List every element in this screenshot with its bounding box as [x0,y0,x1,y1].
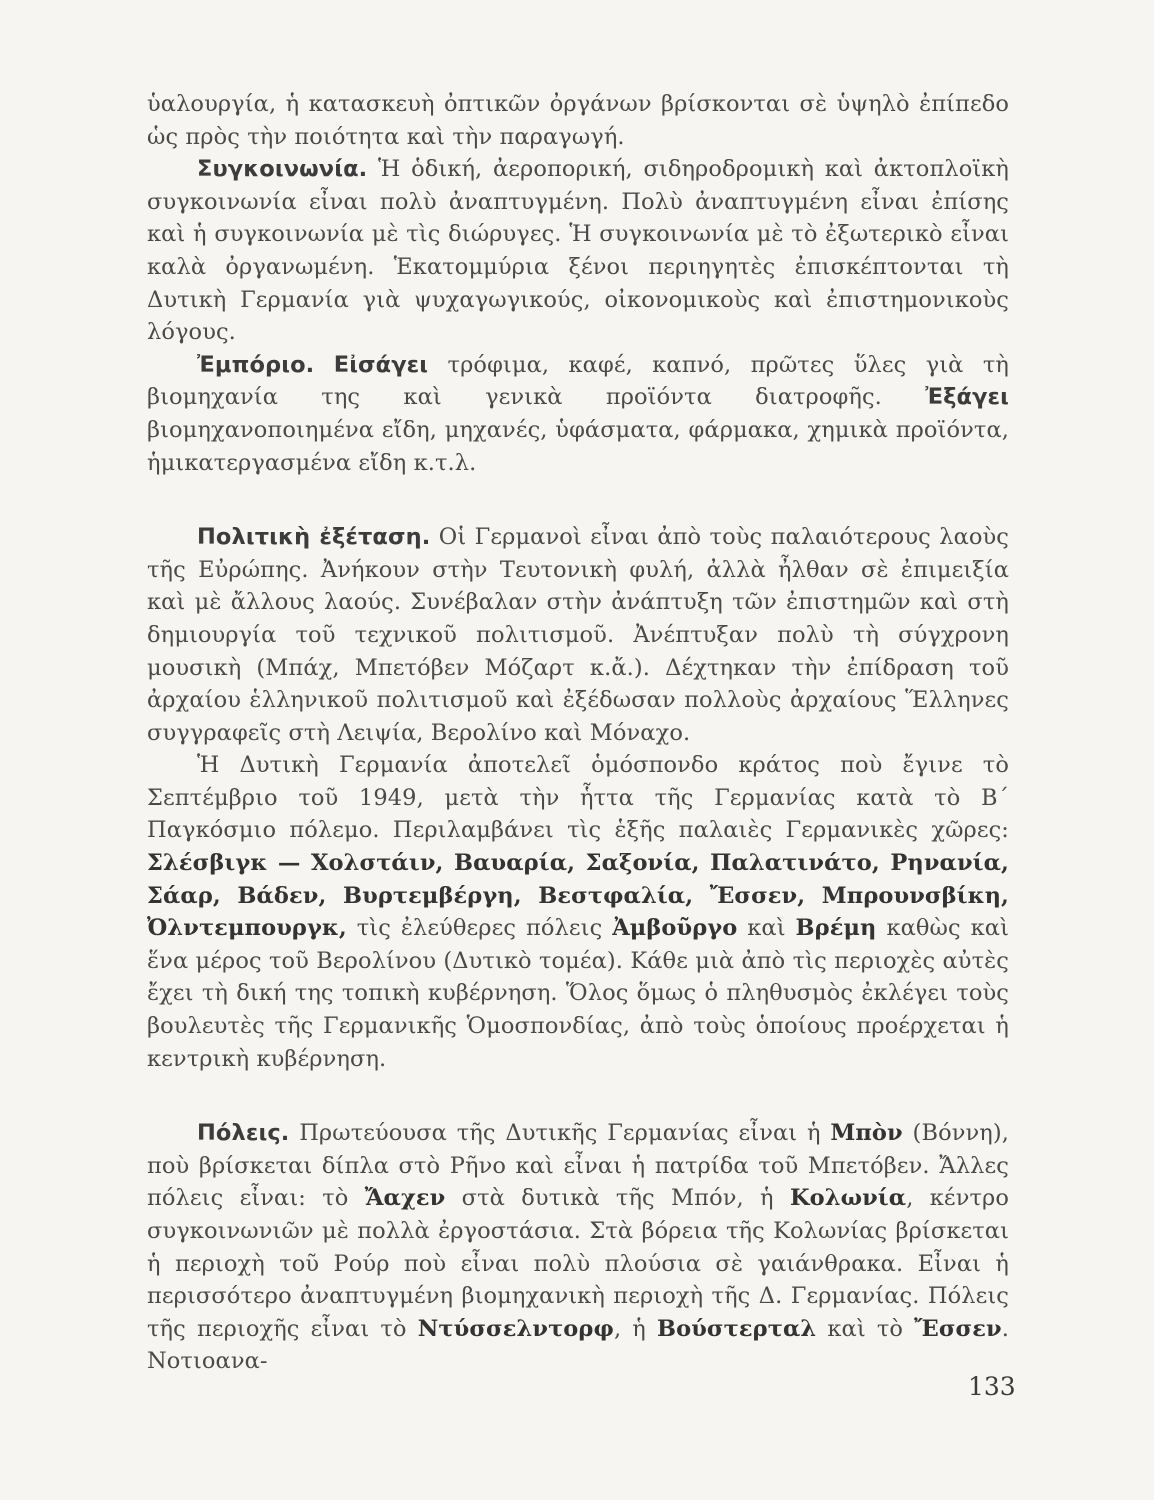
paragraph-federal-state [147,749,1009,1075]
paragraph-text: . Νοτιοανα- [147,1315,1009,1375]
paragraph-text: Ἡ Δυτικὴ Γερμανία ἀποτελεῖ ὁμόσπονδο κράτος ποὺ ἔγινε τὸ Σεπτέμβριο τοῦ 1949, μετὰ τὴν ἧττα τῆς Γερμανίας κατὰ τὸ Β΄ Παγκόσμιο πόλεμο. Περιλαμβάνει τὶς ἑξῆς παλαιὲς Γερμανικὲς χῶρες: [147,752,1009,844]
term-cologne: Κολωνία [789,1185,907,1212]
paragraph-text: Πρωτεύουσα τῆς Δυτικῆς Γερμανίας εἶναι ἡ [289,1120,831,1147]
section-heading-political: Πολιτικὴ ἐξέταση. [197,524,431,551]
page-number: 133 [968,1372,1016,1401]
paragraph-text: καὶ τὸ [816,1315,915,1342]
paragraph-text: τρόφιμα, καφέ, καπνό, πρῶτες ὕλες γιὰ τὴ βιομηχανία της καὶ γενικὰ προϊόντα διατροφῆς. [147,351,1009,411]
paragraph-text: τὶς ἐλεύθερες πόλεις [346,915,613,942]
term-essen: Ἔσσεν [914,1315,1002,1342]
paragraph-text: καθὼς καὶ ἕνα μέρος τοῦ Βερολίνου (Δυτικὸ τομέα). Κάθε μιὰ ἀπὸ τὶς περιοχὲς αὐτὲς ἔχει τὴ δική της τοπικὴ κυβέρνηση. Ὅλος ὅμως ὁ πληθυσμὸς ἐκλέγει τοὺς βουλευτὲς τῆς Γερμανικῆς Ὁμοσπονδίας, ἀπὸ τοὺς ὁποίους προέρχεται ἡ κεντρικὴ κυβέρνηση. [147,915,1009,1072]
paragraph-text: βιομηχανοποιημένα εἴδη, μηχανές, ὑφάσματα, φάρμακα, χημικὰ προϊόντα, ἡμικατεργασμένα εἴδη κ.τ.λ. [147,416,1009,476]
paragraph-trade [147,349,1009,479]
term-imports: Εἰσάγει [333,351,429,378]
term-exports: Ἐξάγει [925,384,1009,411]
paragraph-cities [147,1117,1009,1378]
term-regions: Σλέσβιγκ — Χολστάιν, Βαυαρία, Σαξονία, Παλατινάτο, Ρηνανία, Σάαρ, Βάδεν, Βυρτεμβέργη, Βεστφαλία, Ἔσσεν, Μπρουνσβίκη, Ὀλντεμπουργκ, [147,850,1009,942]
paragraph-text: , ἡ [613,1315,657,1342]
term-aachen: Ἄαχεν [364,1185,446,1212]
term-bonn: Μπὸν [830,1120,903,1147]
paragraph-text: Οἱ Γερμανοὶ εἶναι ἀπὸ τοὺς παλαιότερους λαοὺς τῆς Εὐρώπης. Ἀνήκουν στὴν Τευτονικὴ φυλή, ἀλλὰ ἦλθαν σὲ ἐπιμειξία καὶ μὲ ἄλλους λαούς. Συνέβαλαν στὴν ἀνάπτυξη τῶν ἐπιστημῶν καὶ στὴ δημιουργία τοῦ τεχνικοῦ πολιτισμοῦ. Ἀνέπτυξαν πολὺ τὴ σύγχρονη μουσικὴ (Μπάχ, Μπετόβεν Μόζαρτ κ.ἄ.). Δέχτηκαν τὴν ἐπίδραση τοῦ ἀρχαίου ἑλληνικοῦ πολιτισμοῦ καὶ ἐξέδωσαν πολλοὺς ἀρχαίους Ἕλληνες συγγραφεῖς στὴ Λειψία, Βερολίνο καὶ Μόναχο. [147,524,1009,746]
page-body [147,88,1009,1378]
paragraph-transport [147,153,1009,349]
section-heading-trade: Ἐμπόριο. [197,351,315,378]
section-heading-cities: Πόλεις. [197,1120,290,1147]
term-wuppertal: Βούστερταλ [657,1315,817,1342]
paragraph-industry-end [147,88,1009,153]
paragraph-political [147,521,1009,749]
section-heading-transport: Συγκοινωνία. [197,156,368,183]
term-bremen: Βρέμη [795,915,877,942]
term-hamburg: Ἀμβοῦργο [612,915,738,942]
paragraph-text: καὶ [737,915,796,942]
paragraph-text: ὑαλουργία, ἡ κατασκευὴ ὀπτικῶν ὀργάνων βρίσκονται σὲ ὑψηλὸ ἐπίπεδο ὡς πρὸς τὴν ποιότητα καὶ τὴν παραγωγή. [147,91,1009,150]
paragraph-text: , κέντρο συγκοινωνιῶν μὲ πολλὰ ἐργοστάσια. Στὰ βόρεια τῆς Κολωνίας βρίσκεται ἡ περιοχὴ τοῦ Ρούρ ποὺ εἶναι πολὺ πλούσια σὲ γαιάνθρακα. Εἶναι ἡ περισσότερο ἀναπτυγμένη βιομηχανικὴ περιοχὴ τῆς Δ. Γερμανίας. Πόλεις τῆς περιοχῆς εἶναι τὸ [147,1185,1009,1342]
paragraph-text: στὰ δυτικὰ τῆς Μπόν, ἡ [445,1185,790,1212]
term-dusseldorf: Ντύσσελντορφ [417,1315,614,1342]
paragraph-text: Ἡ ὁδική, ἀεροπορική, σιδηροδρομικὴ καὶ ἀκτοπλοϊκὴ συγκοινωνία εἶναι πολὺ ἀναπτυγμένη. Πολὺ ἀναπτυγμένη εἶναι ἐπίσης καὶ ἡ συγκοινωνία μὲ τὶς διώρυγες. Ἡ συγκοινωνία μὲ τὸ ἐξωτερικὸ εἶναι καλὰ ὀργανωμένη. Ἑκατομμύρια ξένοι περιηγητὲς ἐπισκέπτονται τὴ Δυτικὴ Γερμανία γιὰ ψυχαγωγικούς, οἰκονομικοὺς καὶ ἐπιστημονικοὺς λόγους. [147,156,1009,346]
paragraph-text: (Βόννη), ποὺ βρίσκεται δίπλα στὸ Ρῆνο καὶ εἶναι ἡ πατρίδα τοῦ Μπετόβεν. Ἄλλες πόλεις εἶναι: τὸ [147,1120,1009,1212]
